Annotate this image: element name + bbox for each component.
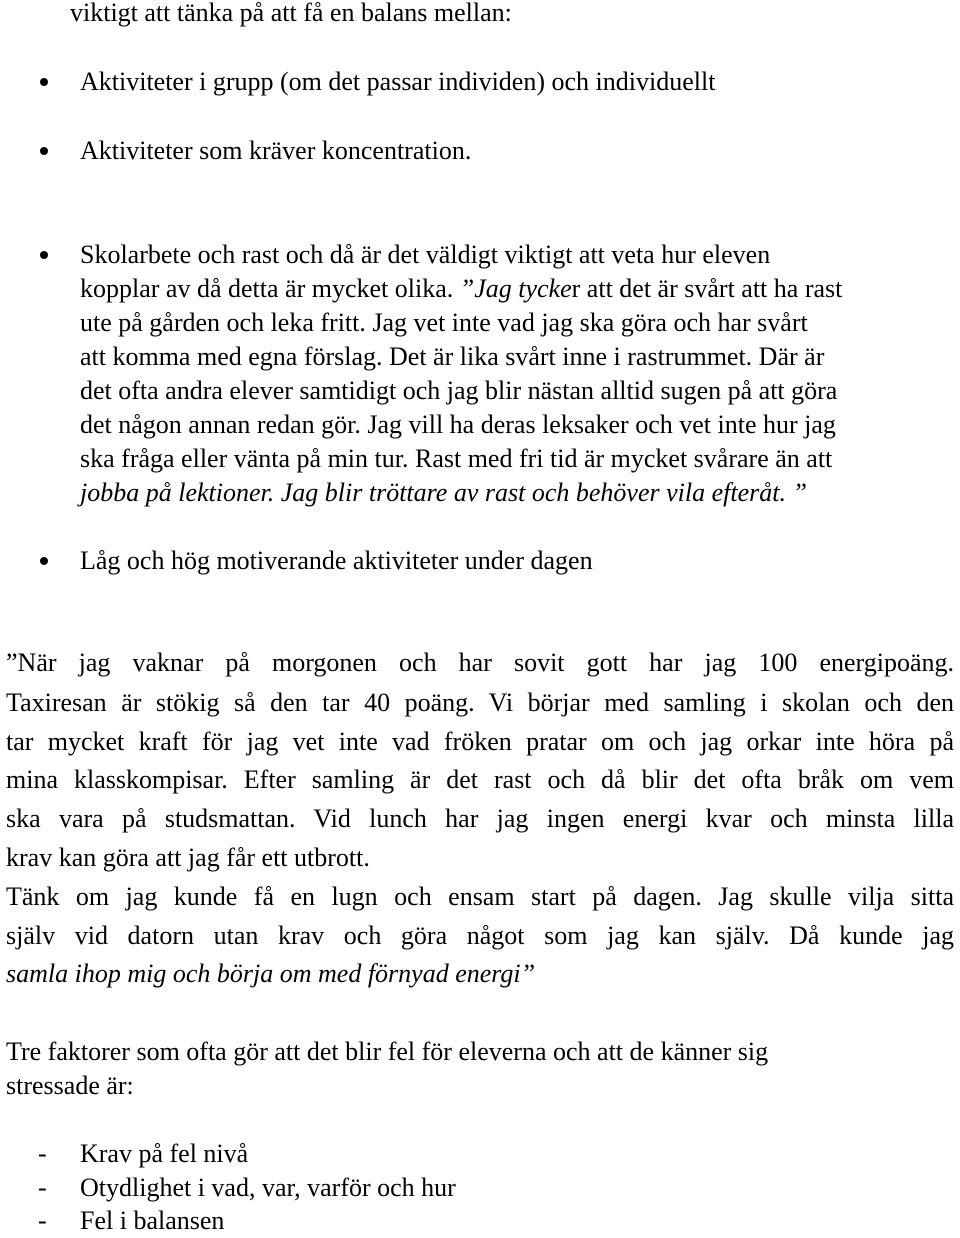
bullet-icon — [40, 557, 48, 565]
quote-line: själv vid datorn utan krav och göra något som jag kan själv. Då kunde jag — [6, 921, 954, 950]
school-line — [80, 476, 807, 510]
school-line: ska fråga eller vänta på min tur. Rast med fri tid är mycket svårare än att — [80, 444, 833, 473]
quote-line: mina klasskompisar. Efter samling är det rast och då blir det ofta bråk om vem — [6, 765, 954, 794]
quote-line: Taxiresan är stökig så den tar 40 poäng. Vi börjar med samling i skolan och den — [6, 688, 954, 717]
school-line: ute på gården och leka fritt. Jag vet inte vad jag ska göra och har svårt — [80, 308, 808, 337]
dash-item: Otydlighet i vad, var, varför och hur — [80, 1173, 456, 1202]
school-quote-start: ”Jag tycke — [459, 274, 572, 303]
school-line — [80, 272, 842, 306]
school-line: det någon annan redan gör. Jag vill ha deras leksaker och vet inte hur jag — [80, 410, 836, 439]
quote-line: krav kan göra att jag får ett utbrott. — [6, 843, 370, 872]
quote-closing: samla ihop mig och börja om med förnyad energi” — [6, 959, 536, 988]
bullet-icon — [40, 251, 48, 259]
quote-line: Tänk om jag kunde få en lugn och ensam start på dagen. Jag skulle vilja sitta — [6, 882, 954, 911]
quote-line: ska vara på studsmattan. Vid lunch har jag ingen energi kvar och minsta lilla — [6, 804, 954, 833]
school-line-text: kopplar av då detta är mycket olika. — [80, 274, 460, 303]
bullet-concentration: Aktiviteter som kräver koncentration. — [80, 136, 472, 165]
quote-line: tar mycket kraft för jag vet inte vad fröken pratar om och jag orkar inte höra på — [6, 727, 954, 756]
dash-marker: - — [38, 1206, 47, 1235]
school-line: att komma med egna förslag. Det är lika svårt inne i rastrummet. Där är — [80, 342, 825, 371]
school-line: Skolarbete och rast och då är det väldigt viktigt att veta hur eleven — [80, 240, 771, 269]
dash-item: Krav på fel nivå — [80, 1139, 249, 1168]
quote-line — [6, 957, 535, 991]
bullet-icon — [40, 78, 48, 86]
bullet-motivation: Låg och hög motiverande aktiviteter under dagen — [80, 546, 593, 575]
factors-intro-line: stressade är: — [6, 1071, 134, 1100]
dash-marker: - — [38, 1173, 47, 1202]
school-line: det ofta andra elever samtidigt och jag blir nästan alltid sugen på att göra — [80, 376, 838, 405]
school-line-text: r att det är svårt att ha rast — [571, 274, 843, 303]
intro-line: viktigt att tänka på att få en balans mellan: — [70, 0, 512, 27]
factors-intro-line: Tre faktorer som ofta gör att det blir fel för eleverna och att de känner sig — [6, 1037, 769, 1066]
school-quote-end: jobba på lektioner. Jag blir tröttare av rast och behöver vila efteråt. ” — [80, 478, 807, 507]
dash-marker: - — [38, 1139, 47, 1168]
quote-line: ”När jag vaknar på morgonen och har sovit gott har jag 100 energipoäng. — [6, 648, 954, 677]
bullet-icon — [40, 147, 48, 155]
bullet-group-activities: Aktiviteter i grupp (om det passar individen) och individuellt — [80, 67, 716, 96]
dash-item: Fel i balansen — [80, 1206, 225, 1235]
